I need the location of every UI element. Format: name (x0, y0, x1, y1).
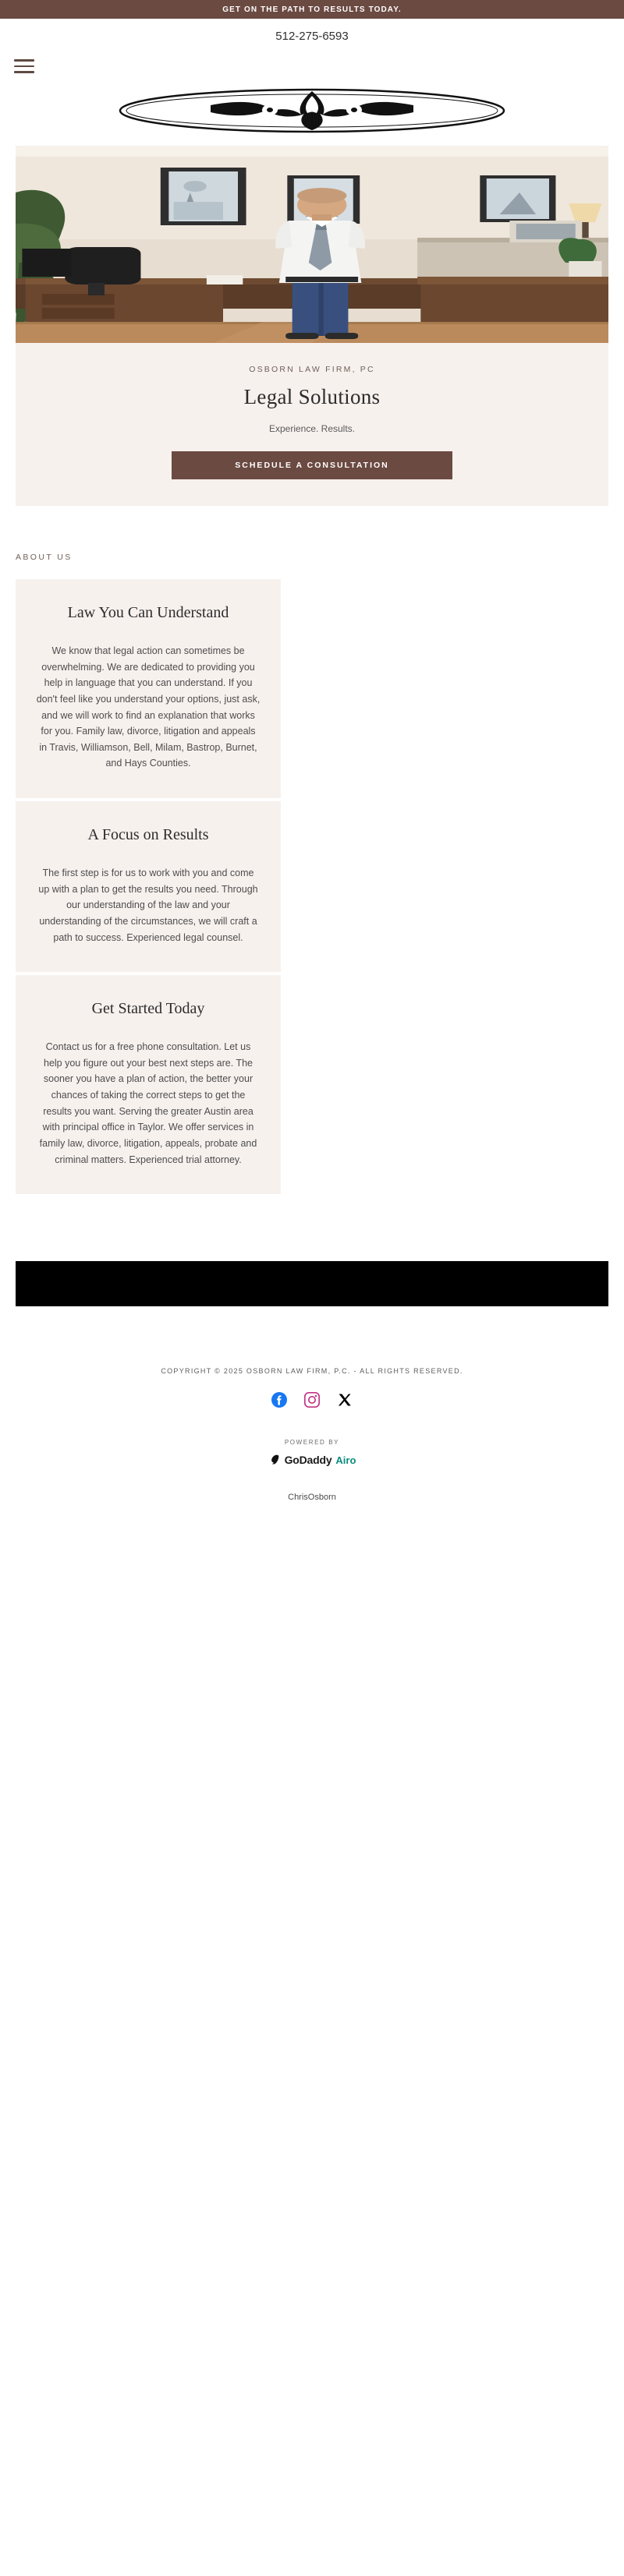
about-card-title: Get Started Today (91, 1000, 205, 1018)
hamburger-bar-2 (14, 65, 34, 68)
airo-wordmark: Airo (335, 1454, 356, 1466)
schedule-consultation-button[interactable]: SCHEDULE A CONSULTATION (172, 451, 452, 479)
about-card (16, 579, 281, 798)
copyright-text: COPYRIGHT © 2025 OSBORN LAW FIRM, P.C. - ALL RIGHTS RESERVED. (161, 1367, 463, 1376)
hero-caption-band (16, 343, 608, 506)
about-card-body: Contact us for a free phone consultation. Let us help you figure out your best next steps are. The sooner you have a plan of action, the better your chances of taking the correct steps to get the results you want. Serving the greater Austin area with principal office in Taylor. We offer services in family law, divorce, litigation, appeals, probate and criminal matters. Experienced trial attorney. (39, 1041, 257, 1165)
announcement-bar: GET ON THE PATH TO RESULTS TODAY. (0, 0, 624, 19)
about-card (16, 801, 281, 972)
hamburger-bar-1 (14, 59, 34, 62)
hero-subtitle: Experience. Results. (268, 423, 356, 434)
social-links (16, 1392, 608, 1408)
about-card (16, 975, 281, 1194)
site-footer (0, 1306, 624, 1525)
hamburger-menu-icon[interactable] (14, 59, 34, 75)
site-logo[interactable] (0, 79, 624, 146)
site-name-text: ChrisOsborn (288, 1493, 336, 1503)
godaddy-wordmark: GoDaddy (284, 1454, 332, 1467)
phone-bar (0, 19, 624, 53)
powered-by-label: POWERED BY (284, 1439, 340, 1447)
about-section (0, 506, 624, 1194)
godaddy-logo-icon (268, 1454, 281, 1466)
about-card-body: We know that legal action can sometimes be overwhelming. We are dedicated to providing you help in language that you can understand. If you don't feel like you understand your options, just ask, and we will work to find an explanation that works for you. Family law, divorce, litigation and appeals in Travis, Williamson, Bell, Milam, Bastrop, Burnet, and Hays Counties. (36, 645, 261, 769)
hero-office-photo (16, 146, 608, 343)
nav-row (0, 53, 624, 79)
hero-image (16, 146, 608, 343)
instagram-icon[interactable] (304, 1392, 320, 1408)
facebook-icon[interactable] (271, 1392, 287, 1408)
section-spacer (0, 1194, 624, 1261)
map-placeholder-block (16, 1261, 608, 1306)
page-title: Legal Solutions (243, 385, 381, 408)
about-card-title: A Focus on Results (87, 826, 209, 843)
phone-link[interactable]: 512-275-6593 (275, 30, 349, 43)
hero-eyebrow: OSBORN LAW FIRM, PC (249, 365, 375, 374)
about-card-title: Law You Can Understand (67, 604, 229, 621)
about-section-label: ABOUT US (16, 553, 73, 562)
godaddy-branding[interactable] (16, 1454, 608, 1466)
fleur-de-lis-logo-icon (117, 87, 507, 135)
hamburger-bar-3 (14, 71, 34, 73)
x-twitter-icon[interactable] (337, 1392, 353, 1408)
about-card-body: The first step is for us to work with you and come up with a plan to get the results you need. Through our understanding of the law and your understanding of the circumstances, we will craft a path to success. Experienced legal counsel. (38, 868, 258, 943)
